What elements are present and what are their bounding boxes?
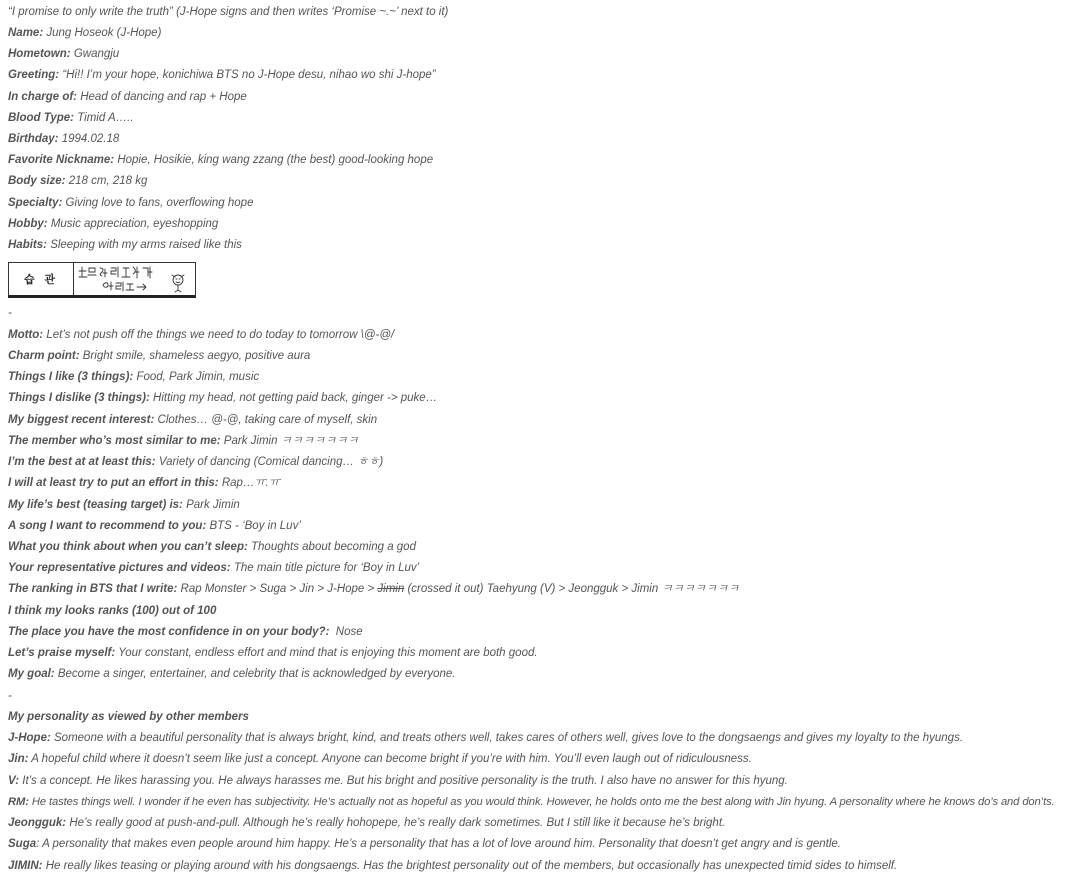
member-label: J-Hope:: [8, 732, 51, 744]
profile-label: Hobby:: [8, 218, 48, 230]
answer-value: Park Jimin: [186, 499, 240, 511]
goal-value: Become a singer, entertainer, and celebrity that is acknowledged by everyone.: [57, 668, 456, 680]
profile-value: 218 cm, 218 kg: [68, 175, 148, 187]
habit-handwriting: [75, 263, 193, 295]
answer-value: Park Jimin ㅋㅋㅋㅋㅋㅋㅋ: [223, 435, 359, 447]
profile-row-body-size: [8, 174, 147, 188]
praise-label: Let’s praise myself:: [8, 647, 116, 659]
member-row-jimin: [8, 859, 897, 873]
profile-value: Hopie, Hosikie, king wang zzang (the best) good-looking hope: [117, 154, 434, 166]
confidence-label: The place you have the most confidence in on your body?:: [8, 626, 330, 638]
profile-value: “Hi!! I’m your hope, konichiwa BTS no J-Hope desu, nihao wo shi J-hope”: [62, 69, 436, 81]
answer-label: I’m the best at at least this:: [8, 456, 156, 468]
member-label: Jeongguk:: [8, 817, 67, 829]
intro-line: [8, 5, 448, 19]
profile-value: Gwangju: [73, 48, 120, 60]
handwriting-sketch-icon: [75, 263, 193, 295]
member-value: : A personality that makes even people around him happy. He’s a personality that has a lot of love around him. Personality that doesn’t get angry and is gentle.: [36, 838, 841, 850]
profile-value: 1994.02.18: [61, 133, 120, 145]
answer-value: Variety of dancing (Comical dancing… ㅎㅎ): [158, 456, 384, 468]
profile-value: Sleeping with my arms raised like this: [50, 239, 242, 251]
answer-row-interest: [8, 413, 377, 427]
answer-value: Rap…ㅠ.ㅠ: [221, 477, 280, 489]
answer-row-song: [8, 519, 301, 533]
member-row-v: [8, 774, 788, 788]
answer-row-charm-point: [8, 349, 310, 363]
answer-row-motto: [8, 328, 394, 342]
member-row-rm: [8, 795, 1055, 809]
answer-row-goal: [8, 667, 455, 681]
intro-text: “I promise to only write the truth” (J-Hope signs and then writes ‘Promise ~.~’ next to it): [8, 6, 449, 18]
profile-label: Habits:: [8, 239, 47, 251]
answer-label: Charm point:: [8, 350, 80, 362]
member-row-suga: [8, 837, 841, 851]
profile-value: Jung Hoseok (J-Hope): [46, 27, 162, 39]
answer-value: Let’s not push off the things we need to do today to tomorrow \@-@/: [46, 329, 395, 341]
profile-value: Giving love to fans, overflowing hope: [65, 197, 254, 209]
member-value: A hopeful child where it doesn’t seem like just a concept. Anyone can become bright if you’re with him. You’ll even laugh out of ridiculousness.: [31, 753, 752, 765]
answer-value: BTS - ‘Boy in Luv’: [209, 520, 301, 532]
answer-label: Your representative pictures and videos:: [8, 562, 231, 574]
answer-label: What you think about when you can’t sleep:: [8, 541, 248, 553]
ranking-label: The ranking in BTS that I write:: [8, 583, 178, 595]
profile-row-hobby: [8, 217, 218, 231]
profile-row-specialty: [8, 196, 253, 210]
profile-label: Blood Type:: [8, 112, 75, 124]
member-row-jeongguk: [8, 816, 725, 830]
answer-row-likes: [8, 370, 259, 384]
separator-dash: -: [8, 690, 12, 702]
member-value: It’s a concept. He likes harassing you. He always harasses me. But his bright and positive personality is the truth. I also have no answer for this hyung.: [22, 775, 788, 787]
answer-value: Bright smile, shameless aegyo, positive aura: [82, 350, 311, 362]
answer-row-pictures: [8, 561, 419, 575]
answer-label: Things I dislike (3 things):: [8, 392, 150, 404]
answer-label: My life’s best (teasing target) is:: [8, 499, 183, 511]
profile-row-hometown: [8, 47, 119, 61]
member-value: He tastes things well. I wonder if he even has subjectivity. He’s actually not as hopeful as you would think. However, he holds onto me the best along with Jin hyung. A personality where he knows do’s and don’ts.: [31, 796, 1055, 808]
ranking-before: Rap Monster > Suga > Jin > J-Hope >: [180, 583, 378, 595]
answer-row-effort: [8, 476, 280, 490]
confidence-value: Nose: [335, 626, 363, 638]
profile-label: Greeting:: [8, 69, 60, 81]
member-label: JIMIN:: [8, 860, 43, 872]
members-heading: [8, 710, 249, 724]
profile-row-nickname: [8, 153, 433, 167]
member-value: Someone with a beautiful personality that is always bright, kind, and treats others well, takes cares of others well, gives love to the dongsaengs and gives my loyalty to the hyungs.: [54, 732, 964, 744]
answer-value: The main title picture for ‘Boy in Luv’: [233, 562, 420, 574]
member-label: V:: [8, 775, 20, 787]
profile-row-name: [8, 26, 161, 40]
separator-dash: -: [8, 307, 12, 319]
answer-value: Clothes… @-@, taking care of myself, skin: [157, 414, 378, 426]
ranking-struck: Jimin: [377, 583, 405, 595]
answer-value: Thoughts about becoming a god: [251, 541, 416, 553]
profile-row-greeting: [8, 68, 436, 82]
answer-row-praise: [8, 646, 538, 660]
profile-value: Music appreciation, eyeshopping: [50, 218, 219, 230]
members-heading-text: My personality as viewed by other members: [8, 711, 249, 723]
member-value: He really likes teasing or playing around with his dongsaengs. Has the brightest personality out of the members, but occasionally has unexpected timid sides to himself.: [45, 860, 898, 872]
answer-label: My biggest recent interest:: [8, 414, 155, 426]
profile-label: Specialty:: [8, 197, 63, 209]
answer-row-dislikes: [8, 391, 437, 405]
answer-row-looks: [8, 604, 216, 618]
profile-row-habits: [8, 238, 242, 252]
answer-label: I will at least try to put an effort in this:: [8, 477, 219, 489]
profile-label: Favorite Nickname:: [8, 154, 115, 166]
praise-value: Your constant, endless effort and mind that is enjoying this moment are both good.: [118, 647, 538, 659]
answer-row-best-at: [8, 455, 383, 469]
looks-label: I think my looks ranks (100) out of 100: [8, 605, 217, 617]
answer-row-teasing-target: [8, 498, 240, 512]
profile-label: Name:: [8, 27, 44, 39]
answer-label: The member who’s most similar to me:: [8, 435, 221, 447]
member-label: Suga: [8, 838, 37, 850]
habit-box-label: 습 관: [9, 263, 74, 295]
profile-label: Birthday:: [8, 133, 59, 145]
profile-value: Head of dancing and rap + Hope: [80, 91, 247, 103]
member-row-jhope: [8, 731, 963, 745]
profile-label: Hometown:: [8, 48, 71, 60]
ranking-after: (crossed it out) Taehyung (V) > Jeongguk > Jimin ㅋㅋㅋㅋㅋㅋㅋ: [404, 583, 740, 595]
answer-row-ranking: [8, 582, 739, 596]
answer-label: A song I want to recommend to you:: [8, 520, 207, 532]
member-label: Jin:: [8, 753, 29, 765]
answer-label: Motto:: [8, 329, 44, 341]
member-label: RM:: [8, 796, 29, 808]
answer-label: Things I like (3 things):: [8, 371, 134, 383]
profile-row-birthday: [8, 132, 119, 146]
member-row-jin: [8, 752, 752, 766]
answer-value: Food, Park Jimin, music: [136, 371, 260, 383]
profile-row-in-charge: [8, 90, 247, 104]
profile-label: Body size:: [8, 175, 66, 187]
answer-row-cant-sleep: [8, 540, 416, 554]
habit-handwriting-image: [8, 262, 196, 298]
profile-label: In charge of:: [8, 91, 78, 103]
answer-row-confidence: [8, 625, 363, 639]
answer-value: Hitting my head, not getting paid back, ginger -> puke…: [153, 392, 438, 404]
goal-label: My goal:: [8, 668, 55, 680]
profile-row-blood-type: [8, 111, 134, 125]
answer-row-similar-member: [8, 434, 358, 448]
profile-value: Timid A…..: [77, 112, 134, 124]
member-value: He’s really good at push-and-pull. Although he’s really hohopepe, he’s really dark sometimes. But I still like it because he’s bright.: [69, 817, 726, 829]
